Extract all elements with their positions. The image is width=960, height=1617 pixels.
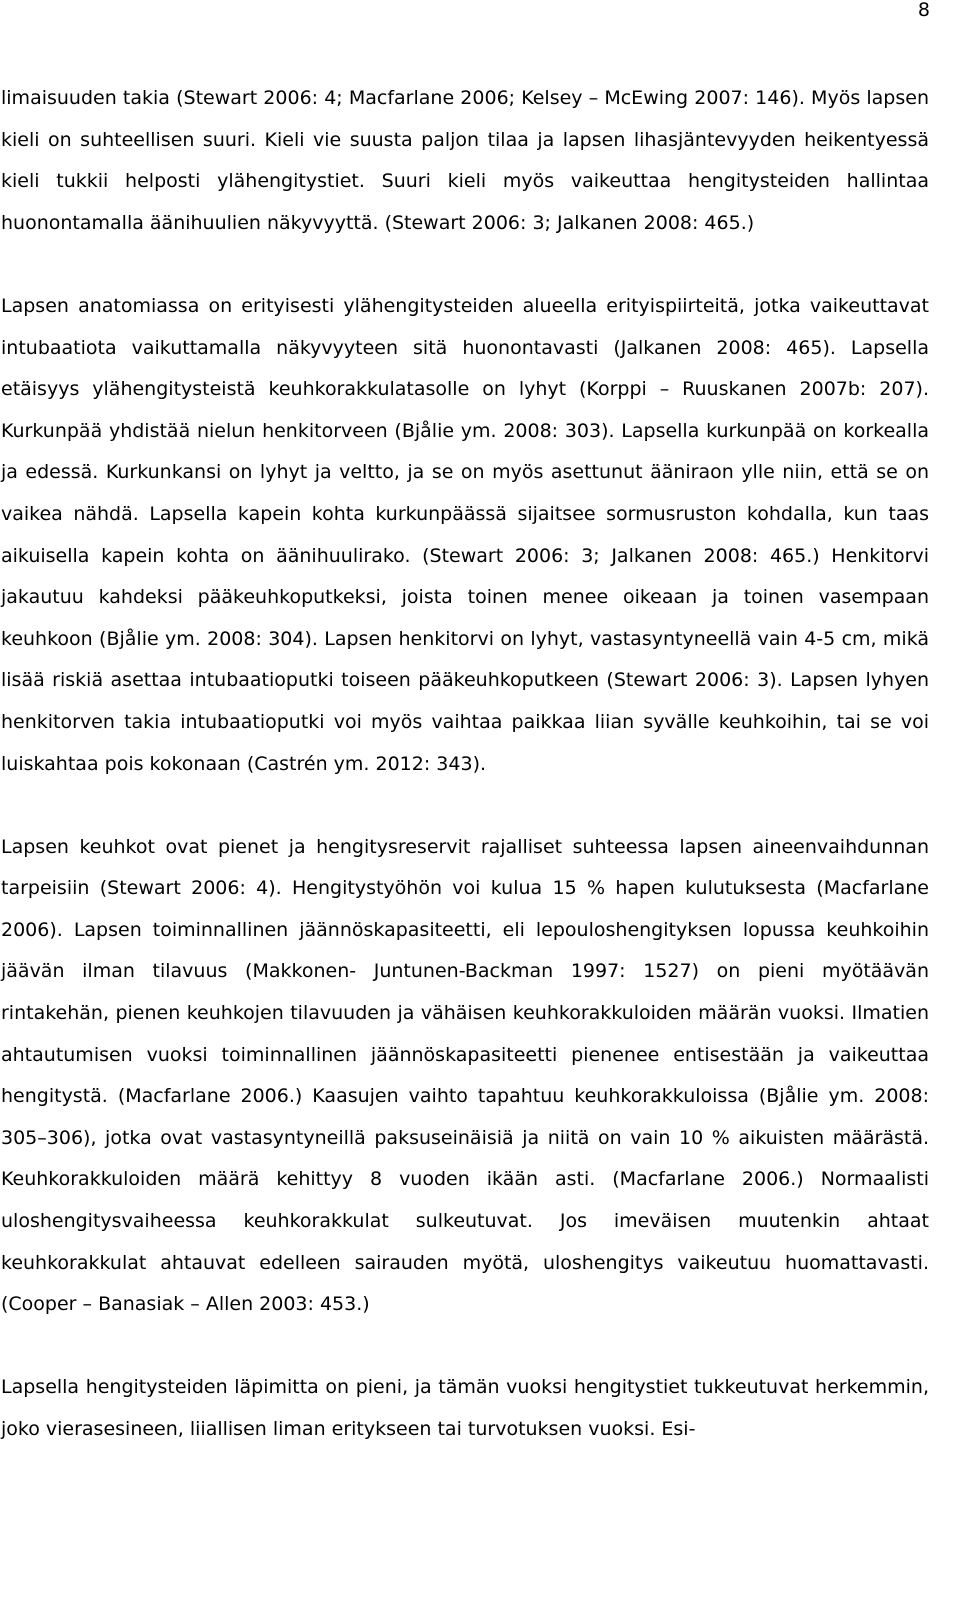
body-text	[1, 78, 929, 1451]
paragraph-upper-airway-anatomy: Lapsen anatomiassa on erityisesti ylähengitysteiden alueella erityispiirteitä, jotka vaikeuttavat intubaatiota vaikuttamalla näkyvyyteen sitä huonontavasti (Jalkanen 2008: 465). Lapsella etäisyys ylähengitysteistä keuhkorakkulatasolle on lyhyt (Korppi – Ruuskanen 2007b: 207). Kurkunpää yhdistää nielun henkitorveen (Bjålie ym. 2008: 303). Lapsella kurkunpää on korkealla ja edessä. Kurkunkansi on lyhyt ja veltto, ja se on myös asettunut ääniraon ylle niin, että se on vaikea nähdä. Lapsella kapein kohta kurkunpäässä sijaitsee sormusruston kohdalla, kun taas aikuisella kapein kohta on äänihuulirako. (Stewart 2006: 3; Jalkanen 2008: 465.) Henkitorvi jakautuu kahdeksi pääkeuhkoputkeksi, joista toinen menee oikeaan ja toinen vasempaan keuhkoon (Bjålie ym. 2008: 304). Lapsen henkitorvi on lyhyt, vastasyntyneellä vain 4-5 cm, mikä lisää riskiä asettaa intubaatioputki toiseen pääkeuhkoputkeen (Stewart 2006: 3). Lapsen lyhyen henkitorven takia intubaatioputki voi myös vaihtaa paikkaa liian syvälle keuhkoihin, tai se voi luiskahtaa pois kokonaan (Castrén ym. 2012: 343).	[1, 294, 929, 775]
paragraph-airway-diameter: Lapsella hengitysteiden läpimitta on pieni, ja tämän vuoksi hengitystiet tukkeutuvat herkemmin, joko vierasesineen, liiallisen liman eritykseen tai turvotuksen vuoksi. Esi-	[1, 1376, 929, 1440]
paragraph-lungs: Lapsen keuhkot ovat pienet ja hengitysreservit rajalliset suhteessa lapsen aineenvaihdunnan tarpeisiin (Stewart 2006: 4). Hengitystyöhön voi kulua 15 % hapen kulutuksesta (Macfarlane 2006). Lapsen toiminnallinen jäännöskapasiteetti, eli lepouloshengityksen lopussa keuhkoihin jäävän ilman tilavuus (Makkonen- Juntunen-Backman 1997: 1527) on pieni myötäävän rintakehän, pienen keuhkojen tilavuuden ja vähäisen keuhkorakkuloiden määrän vuoksi. Ilmatien ahtautumisen vuoksi toiminnallinen jäännöskapasiteetti pienenee entisestään ja vaikeuttaa hengitystä. (Macfarlane 2006.) Kaasujen vaihto tapahtuu keuhkorakkuloissa (Bjålie ym. 2008: 305–306), jotka ovat vastasyntyneillä paksuseinäisiä ja niitä on vain 10 % aikuisten määrästä. Keuhkorakkuloiden määrä kehittyy 8 vuoden ikään asti. (Macfarlane 2006.) Normaalisti uloshengitysvaiheessa keuhkorakkulat sulkeutuvat. Jos imeväisen muutenkin ahtaat keuhkorakkulat ahtauvat edelleen sairauden myötä, uloshengitys vaikeutuu huomattavasti. (Cooper – Banasiak – Allen 2003: 453.)	[1, 835, 929, 1316]
page-number: 8	[917, 0, 930, 21]
paragraph-tongue: limaisuuden takia (Stewart 2006: 4; Macfarlane 2006; Kelsey – McEwing 2007: 146). Myös lapsen kieli on suhteellisen suuri. Kieli vie suusta paljon tilaa ja lapsen lihasjäntevyyden heikentyessä kieli tukkii helposti ylähengitystiet. Suuri kieli myös vaikeuttaa hengitysteiden hallintaa huonontamalla äänihuulien näkyvyyttä. (Stewart 2006: 3; Jalkanen 2008: 465.)	[1, 87, 929, 234]
